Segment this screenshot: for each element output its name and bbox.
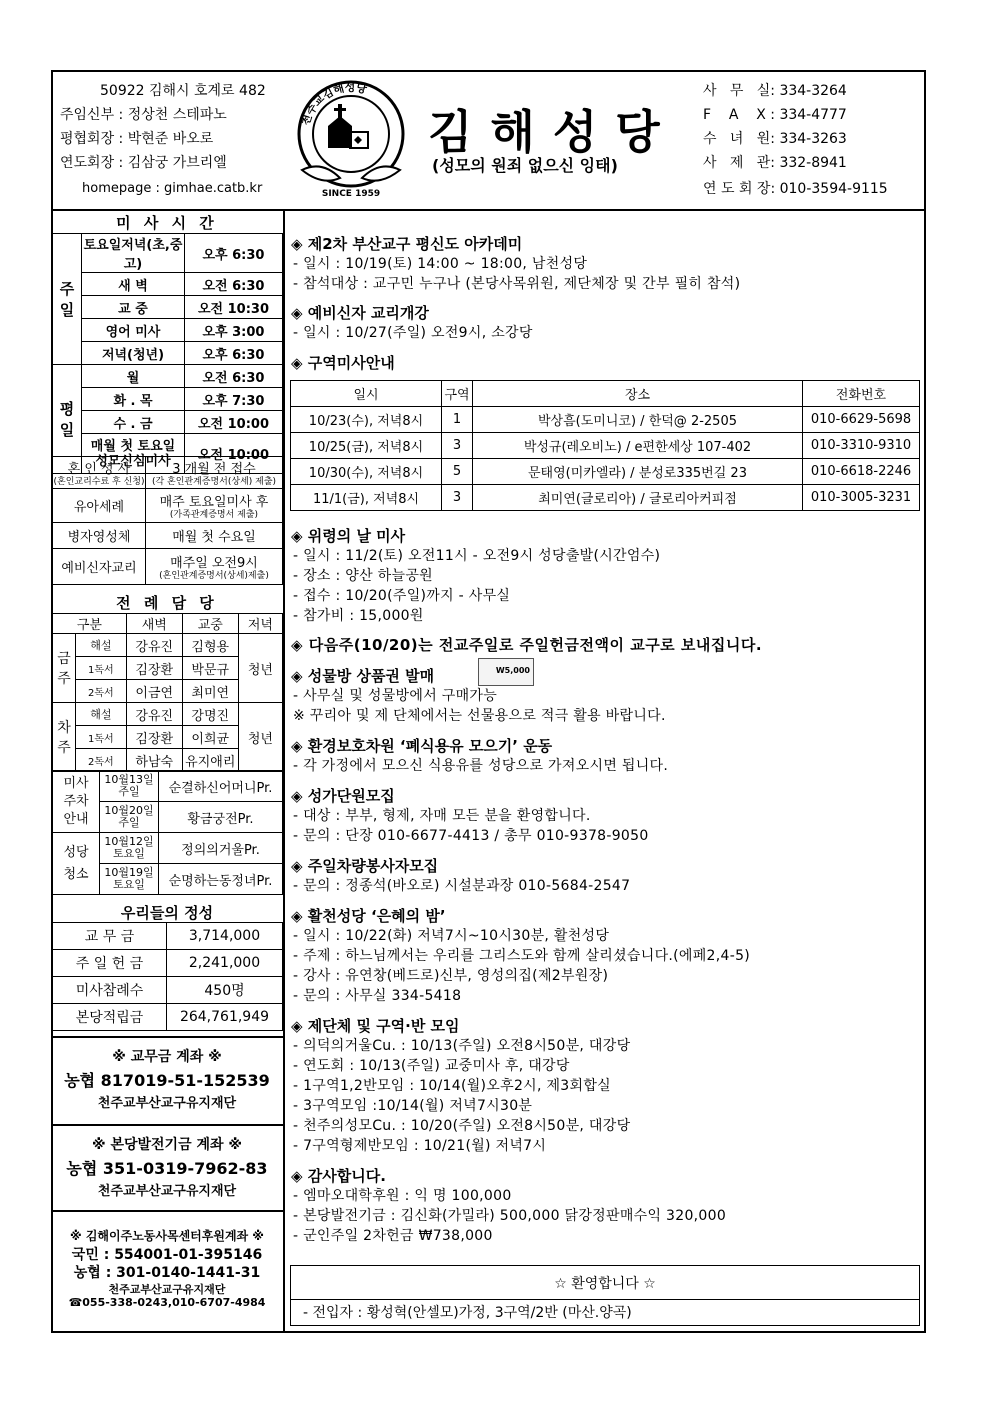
env-line: - 각 가정에서 모으신 식용유를 성당으로 가져오시면 됩니다.: [293, 758, 669, 774]
academy-line: - 일시 : 10/19(토) 14:00 ~ 18:00, 남천성당: [293, 256, 588, 272]
offerings-table: 교 무 금 3,714,000 주 일 헌 금 2,241,000 미사참례수 450명 본당적립금 264,761,949: [52, 922, 283, 1031]
council-president: 평협회장 : 박현준 바오로: [60, 131, 214, 147]
meeting-line: - 의덕의거울Cu. : 10/13(주일) 오전8시50분, 대강당: [293, 1038, 631, 1054]
choir-title: ◈ 성가단원모집: [291, 787, 395, 805]
meeting-line: - 1구역1,2반모임 : 10/14(월)오후2시, 제3회합실: [293, 1078, 611, 1094]
duties-table: 미사 주차 안내 10월13일 주일 순결하신어머니Pr. 10월20일 주일 황금궁전Pr. 성당 청소 10월12일 토요일 정의의거울Pr. 10월19일 토요일 순명하는동정녀Pr.: [52, 770, 283, 895]
meeting-line: - 3구역모임 :10/14(월) 저녁7시30분: [293, 1098, 533, 1114]
grace-line: - 강사 : 유연창(베드로)신부, 영성의집(제2부원장): [293, 968, 609, 984]
contact-fax: F A X : 334-4777: [703, 107, 847, 123]
choir-line: - 대상 : 부부, 형제, 자매 모든 분을 환영합니다.: [293, 808, 591, 824]
mission-sunday-notice: ◈ 다음주(10/20)는 전교주일로 주일헌금전액이 교구로 보내집니다.: [291, 636, 763, 654]
catechumen-title: ◈ 예비신자 교리개강: [291, 304, 429, 322]
sacraments-table: 혼 인 성 사 (혼인교리수료 후 신청) 3 개월 전 접수 (각 혼인관계증명서(상세) 제출) 유아세례 매주 토요일미사 후 (가족관계증명서 제출) 병자영성체 매월 첫 수요일 예비신자교리 매주일 오전9시 (혼인관계증명서(상세)제출): [52, 456, 283, 585]
contact-youth: 연 도 회 장: 010-3594-9115: [703, 181, 888, 197]
svg-text:SINCE 1959: SINCE 1959: [321, 189, 381, 199]
liturgy-table: 구분 새벽 교중 저녁 금주 해설 강유진 김형용 청년 1독서 김장환 박문규 2독서 이금연 최미연 차주 해설 강유진 강명진 청년 1독서 김장환 이희균 2독서 하남숙 유지애리: [52, 613, 283, 772]
district-mass-table: 일시 구역 장소 전화번호 10/23(수), 저녁8시 1 박상흠(도미니코) / 한덕@ 2-2505 010-6629-5698 10/25(금), 저녁8시 3 박성규(레오비노) / e편한세상 107-402 010-3310-9310 10/30(수), 저녁8시 5 문태영(미카엘라) / 분성로335번길 23 010-6618-2246 11/1(금), 저녁8시 3 최미연(글로리아) / 글로리아커피점 010-3005-3231: [290, 380, 920, 511]
account-1-holder: 천주교부산교구유지재단: [97, 1096, 237, 1111]
labor-center-title: ※ 김해이주노동사목센터후원계좌 ※: [70, 1229, 264, 1243]
column-divider: [283, 209, 285, 1333]
souls-line: - 장소 : 양산 하늘공원: [293, 568, 433, 584]
mass-title: 미 사 시 간: [116, 214, 218, 232]
souls-line: - 접수 : 10/20(주일)까지 - 사무실: [293, 588, 511, 604]
grace-line: - 주제 : 하느님께서는 우리를 그리스도와 함께 살리셨습니다.(에페2,4-5): [293, 948, 751, 964]
academy-line: - 참석대상 : 교구민 누구나 (본당사목위원, 제단체장 및 간부 필히 참석): [293, 276, 741, 292]
giftshop-line: ※ 꾸리아 및 제 단체에서는 선물용으로 적극 활용 바랍니다.: [293, 708, 666, 724]
meeting-line: - 천주의성모Cu. : 10/20(주일) 오전8시50분, 대강당: [293, 1118, 631, 1134]
page-subtitle: (성모의 원죄 없으신 잉태): [432, 156, 618, 175]
table-row: 11/1(금), 저녁8시 3 최미연(글로리아) / 글로리아커피점 010-3005-3231: [291, 485, 920, 511]
choir-line: - 문의 : 단장 010-6677-4413 / 총무 010-9378-9050: [293, 828, 649, 844]
header-divider: [51, 209, 926, 211]
catechumen-line: - 일시 : 10/27(주일) 오전9시, 소강당: [293, 325, 533, 341]
account-2-title: ※ 본당발전기금 계좌 ※: [91, 1137, 243, 1153]
meeting-line: - 7구역형제반모임 : 10/21(월) 저녁7시: [293, 1138, 547, 1154]
souls-line: - 일시 : 11/2(토) 오전11시 - 오전9시 성당출발(시간엄수): [293, 548, 661, 564]
giftshop-line: - 사무실 및 성물방에서 구매가능: [293, 688, 498, 704]
offerings-title: 우리들의 정성: [120, 904, 214, 922]
account-1-title: ※ 교무금 계좌 ※: [112, 1049, 222, 1065]
parking-volunteer-line: - 문의 : 정종석(바오로) 시설분과장 010-5684-2547: [293, 878, 631, 894]
pastor: 주임신부 : 정상천 스테파노: [60, 107, 227, 123]
sunday-label: 주일: [53, 234, 82, 365]
thanks-line: - 군인주일 2차헌금 ₩738,000: [293, 1228, 493, 1244]
mass-table: 주일 토요일저녁(초,중고) 오후 6:30 새 벽 오전 6:30 교 중 오전 10:30 영어 미사 오후 3:00 저녁(청년) 오후 6:30 평일 월 오전 6:30 화 . 목 오후 7:30 수 . 금 오전 10:00 매월 첫 토요일 성모신심미사 오전 10:00: [52, 233, 283, 474]
meeting-line: - 연도회 : 10/13(주일) 교중미사 후, 대강당: [293, 1058, 570, 1074]
souls-line: - 참가비 : 15,000원: [293, 608, 424, 624]
giftshop-title: ◈ 성물방 상품권 발매: [291, 667, 435, 685]
grace-line: - 일시 : 10/22(화) 저녁7시~10시30분, 활천성당: [293, 928, 610, 944]
thanks-line: - 엠마오대학후원 : 익 명 100,000: [293, 1188, 512, 1204]
voucher-image: W5,000: [478, 658, 534, 686]
labor-center-phone: ☎055-338-0243,010-6707-4984: [68, 1296, 266, 1309]
parking-volunteer-title: ◈ 주일차량봉사자모집: [291, 857, 439, 875]
thanks-line: - 본당발전기금 : 김신화(가밀라) 500,000 닭강정판매수익 320,000: [293, 1208, 727, 1224]
divider: [51, 1036, 284, 1038]
grace-line: - 문의 : 사무실 334-5418: [293, 988, 462, 1004]
labor-center-holder: 천주교부산교구유지재단: [108, 1283, 226, 1296]
liturgy-title: 전 례 담 당: [116, 594, 218, 612]
divider: [51, 1124, 284, 1126]
svg-text:천주교김해성당: 천주교김해성당: [298, 80, 369, 127]
labor-center-line1: 국민 : 554001-01-395146: [71, 1247, 263, 1263]
address: 50922 김해시 호계로 482: [100, 83, 266, 99]
grace-title: ◈ 활천성당 ‘은혜의 밤’: [291, 907, 446, 925]
divider: [51, 1210, 284, 1212]
account-1-number: 농협 817019-51-152539: [64, 1071, 270, 1090]
env-title: ◈ 환경보호차원 ‘폐식용유 모으기’ 운동: [291, 737, 553, 755]
church-logo: [288, 74, 414, 200]
contact-convent: 수 녀 원: 334-3263: [703, 131, 847, 147]
thanks-title: ◈ 감사합니다.: [291, 1167, 386, 1185]
youth-president: 연도회장 : 김삼궁 가브리엘: [60, 155, 227, 171]
labor-center-line2: 농협 : 301-0140-1441-31: [73, 1265, 261, 1281]
meetings-title: ◈ 제단체 및 구역·반 모임: [291, 1017, 460, 1035]
contact-rectory: 사 제 관: 332-8941: [703, 155, 847, 171]
account-2-holder: 천주교부산교구유지재단: [97, 1184, 237, 1199]
page-title: 김해성당: [428, 105, 678, 159]
account-2-number: 농협 351-0319-7962-83: [66, 1159, 268, 1178]
academy-title: ◈ 제2차 부산교구 평신도 아카데미: [291, 235, 523, 253]
weekday-label: 평일: [53, 365, 82, 474]
welcome-box: [290, 1265, 920, 1326]
table-row: 10/23(수), 저녁8시 1 박상흠(도미니코) / 한덕@ 2-2505 010-6629-5698: [291, 407, 920, 433]
table-row: 10/30(수), 저녁8시 5 문태영(미카엘라) / 분성로335번길 23 010-6618-2246: [291, 459, 920, 485]
homepage[interactable]: homepage : gimhae.catb.kr: [82, 181, 263, 196]
welcome-line: - 전입자 : 황성혁(안셀모)가정, 3구역/2반 (마산.양곡): [303, 1305, 632, 1321]
district-title: ◈ 구역미사안내: [291, 354, 395, 372]
souls-title: ◈ 위령의 날 미사: [291, 527, 406, 545]
table-row: 10/25(금), 저녁8시 3 박성규(레오비노) / e편한세상 107-402 010-3310-9310: [291, 433, 920, 459]
contact-office: 사 무 실: 334-3264: [703, 83, 847, 99]
welcome-title: ☆ 환영합니다 ☆: [554, 1276, 656, 1292]
